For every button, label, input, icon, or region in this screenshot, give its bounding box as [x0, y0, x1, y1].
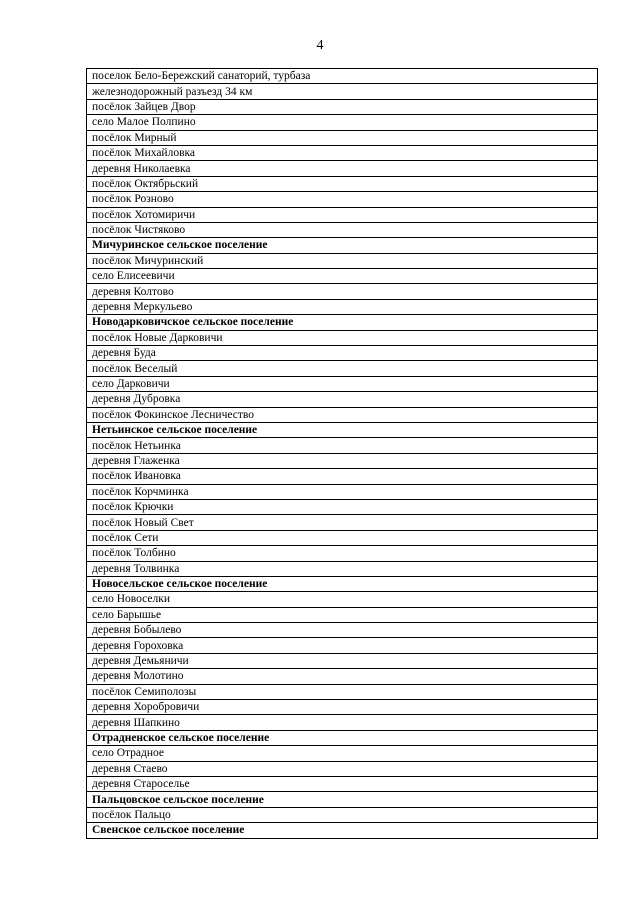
table-row	[87, 115, 598, 130]
settlement-cell: посёлок Веселый	[87, 361, 598, 376]
settlement-cell: посёлок Толбино	[87, 546, 598, 561]
table-row	[87, 484, 598, 499]
table-row	[87, 84, 598, 99]
settlement-cell: посёлок Семиполозы	[87, 684, 598, 699]
settlements-table	[86, 68, 598, 839]
table-row	[87, 515, 598, 530]
settlement-cell: деревня Николаевка	[87, 161, 598, 176]
settlement-cell: посёлок Корчминка	[87, 484, 598, 499]
settlement-cell: село Елисеевичи	[87, 269, 598, 284]
table-row	[87, 269, 598, 284]
settlement-cell: посёлок Розново	[87, 192, 598, 207]
table-row	[87, 346, 598, 361]
table-row	[87, 700, 598, 715]
settlement-cell: деревня Колтово	[87, 284, 598, 299]
table-row	[87, 392, 598, 407]
table-row	[87, 130, 598, 145]
table-row	[87, 592, 598, 607]
settlement-cell: посёлок Пальцо	[87, 807, 598, 822]
section-header-cell: Пальцовское сельское поселение	[87, 792, 598, 807]
table-row	[87, 499, 598, 514]
table-row	[87, 776, 598, 791]
table-row	[87, 546, 598, 561]
settlement-cell: деревня Демьяничи	[87, 653, 598, 668]
section-header-cell: Новосельское сельское поселение	[87, 576, 598, 591]
settlement-cell: деревня Шапкино	[87, 715, 598, 730]
settlement-cell: деревня Глаженка	[87, 453, 598, 468]
table-row	[87, 453, 598, 468]
table-row	[87, 715, 598, 730]
table-row	[87, 176, 598, 191]
table-row	[87, 330, 598, 345]
settlement-cell: деревня Староселье	[87, 776, 598, 791]
settlement-cell: железнодорожный разъезд 34 км	[87, 84, 598, 99]
table-row	[87, 161, 598, 176]
settlement-cell: село Дарковичи	[87, 376, 598, 391]
table-row	[87, 438, 598, 453]
table-row	[87, 145, 598, 160]
settlements-table-body	[87, 69, 598, 839]
table-row	[87, 561, 598, 576]
settlement-cell: деревня Толвинка	[87, 561, 598, 576]
table-row	[87, 284, 598, 299]
settlement-cell: деревня Молотино	[87, 669, 598, 684]
table-row	[87, 607, 598, 622]
settlement-cell: деревня Дубровка	[87, 392, 598, 407]
section-header-cell: Нетьинское сельское поселение	[87, 422, 598, 437]
table-row	[87, 669, 598, 684]
page-number: 4	[316, 38, 324, 53]
table-row	[87, 761, 598, 776]
table-row	[87, 623, 598, 638]
section-header-row	[87, 823, 598, 838]
settlement-cell: посёлок Михайловка	[87, 145, 598, 160]
table-row	[87, 684, 598, 699]
table-row	[87, 746, 598, 761]
settlement-cell: посёлок Фокинское Лесничество	[87, 407, 598, 422]
settlement-cell: посёлок Мирный	[87, 130, 598, 145]
settlement-cell: посёлок Хотомиричи	[87, 207, 598, 222]
section-header-cell: Мичуринское сельское поселение	[87, 238, 598, 253]
section-header-row	[87, 792, 598, 807]
settlement-cell: посёлок Зайцев Двор	[87, 99, 598, 114]
table-row	[87, 469, 598, 484]
table-row	[87, 192, 598, 207]
settlement-cell: село Отрадное	[87, 746, 598, 761]
section-header-row	[87, 730, 598, 745]
section-header-row	[87, 576, 598, 591]
table-row	[87, 530, 598, 545]
settlement-cell: посёлок Крючки	[87, 499, 598, 514]
section-header-cell: Отрадненское сельское поселение	[87, 730, 598, 745]
table-row	[87, 69, 598, 84]
settlement-cell: деревня Хоробровичи	[87, 700, 598, 715]
table-row	[87, 222, 598, 237]
settlement-cell: село Новоселки	[87, 592, 598, 607]
settlement-cell: деревня Стаево	[87, 761, 598, 776]
settlement-cell: деревня Бобылево	[87, 623, 598, 638]
settlement-cell: посёлок Ивановка	[87, 469, 598, 484]
section-header-cell: Свенское сельское поселение	[87, 823, 598, 838]
table-row	[87, 638, 598, 653]
settlement-cell: посёлок Чистяково	[87, 222, 598, 237]
settlement-cell: село Барышье	[87, 607, 598, 622]
table-row	[87, 207, 598, 222]
section-header-row	[87, 238, 598, 253]
table-row	[87, 253, 598, 268]
table-row	[87, 99, 598, 114]
settlement-cell: деревня Меркульево	[87, 299, 598, 314]
table-row	[87, 361, 598, 376]
section-header-row	[87, 315, 598, 330]
section-header-row	[87, 422, 598, 437]
settlement-cell: деревня Буда	[87, 346, 598, 361]
settlement-cell: посёлок Нетьинка	[87, 438, 598, 453]
table-row	[87, 376, 598, 391]
settlement-cell: посёлок Новый Свет	[87, 515, 598, 530]
settlement-cell: поселок Бело-Бережский санаторий, турбаза	[87, 69, 598, 84]
settlement-cell: село Малое Полпино	[87, 115, 598, 130]
settlement-cell: посёлок Октябрьский	[87, 176, 598, 191]
table-row	[87, 653, 598, 668]
settlement-cell: посёлок Новые Дарковичи	[87, 330, 598, 345]
settlement-cell: посёлок Сети	[87, 530, 598, 545]
table-row	[87, 299, 598, 314]
settlement-cell: деревня Гороховка	[87, 638, 598, 653]
table-row	[87, 807, 598, 822]
section-header-cell: Новодарковичское сельское поселение	[87, 315, 598, 330]
settlement-cell: посёлок Мичуринский	[87, 253, 598, 268]
table-row	[87, 407, 598, 422]
